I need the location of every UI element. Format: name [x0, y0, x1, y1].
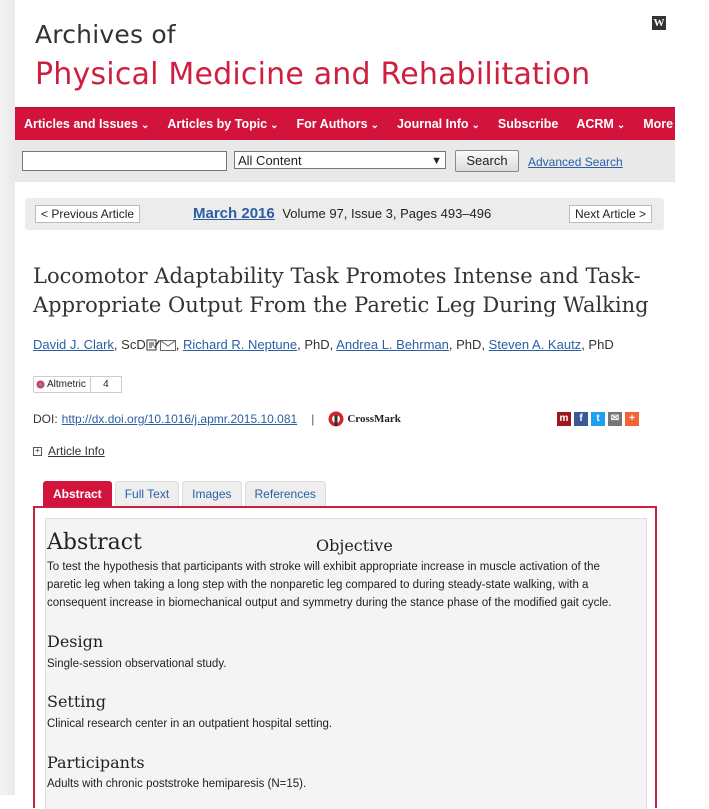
- chevron-down-icon: ▼: [431, 155, 442, 167]
- journal-title-line1: Archives of: [35, 20, 176, 49]
- nav-articles-by-topic[interactable]: Articles by Topic ⌄: [167, 117, 279, 131]
- publisher-logo-icon[interactable]: W: [653, 17, 665, 29]
- altmetric-score: 4: [90, 376, 122, 393]
- chevron-down-icon: ⌄: [140, 120, 150, 131]
- main-nav: [15, 107, 701, 141]
- doi-row: [33, 411, 401, 427]
- abstract-panel: [33, 506, 657, 808]
- chevron-down-icon: ⌄: [471, 120, 480, 131]
- advanced-search-link[interactable]: Advanced Search: [528, 155, 623, 169]
- article-title: Locomotor Adaptability Task Promotes Intense and Task-Appropriate Output From the Paretic Leg During Walking: [33, 264, 649, 317]
- search-input[interactable]: [22, 151, 227, 171]
- issue-citation: Volume 97, Issue 3, Pages 493–496: [282, 206, 492, 221]
- issue-date-link[interactable]: March 2016: [193, 205, 275, 222]
- participants-text: Adults with chronic poststroke hemiparesis (N=15).: [47, 778, 307, 790]
- nav-journal-info[interactable]: Journal Info ⌄: [396, 117, 480, 131]
- crossmark-icon: [328, 411, 344, 427]
- article-info-toggle[interactable]: [33, 444, 105, 458]
- altmetric-badge[interactable]: [33, 376, 122, 393]
- email-share-icon[interactable]: ✉: [608, 412, 622, 426]
- tab-full-text[interactable]: Full Text: [115, 481, 179, 506]
- correspondence-icon[interactable]: [146, 338, 160, 354]
- objective-heading: Objective: [316, 536, 393, 555]
- tab-references[interactable]: References: [245, 481, 326, 506]
- author-link[interactable]: Richard R. Neptune: [182, 337, 298, 352]
- facebook-icon[interactable]: f: [574, 412, 588, 426]
- chevron-down-icon: ⌄: [270, 120, 279, 131]
- search-button[interactable]: Search: [455, 150, 519, 172]
- issue-info: [193, 205, 491, 222]
- objective-text: To test the hypothesis that participants with stroke will exhibit appropriate increase in muscle activation of the paretic leg when taking a long step with the nonparetic leg compared to during steady-state walking, with a consequent increase in biomechanical output and symmetry during the stance phase of the modified gait cycle.: [47, 561, 612, 609]
- next-article-button[interactable]: Next Article >: [569, 205, 652, 223]
- chevron-down-icon: ⌄: [370, 120, 379, 131]
- search-scope-select[interactable]: [234, 151, 446, 169]
- email-icon[interactable]: [160, 339, 176, 354]
- design-heading: Design: [47, 632, 104, 651]
- content-tabs: [43, 481, 326, 506]
- chevron-down-icon: ⌄: [616, 120, 626, 131]
- nav-acrm[interactable]: ACRM ⌄: [576, 117, 626, 131]
- crossmark-button[interactable]: [328, 411, 401, 427]
- tab-images[interactable]: Images: [182, 481, 241, 506]
- journal-title-line2: Physical Medicine and Rehabilitation: [35, 57, 591, 92]
- setting-text: Clinical research center in an outpatient hospital setting.: [47, 718, 333, 730]
- divider: |: [311, 412, 315, 426]
- author-degree: PhD: [304, 337, 330, 352]
- abstract-content: [45, 518, 647, 809]
- share-buttons: [557, 412, 639, 426]
- abstract-heading: Abstract: [47, 530, 142, 555]
- author-list: David J. Clark, ScD , Richard R. Neptune, PhD, Andrea L. Behrman, PhD, Steven A. Kautz, PhD: [33, 337, 614, 352]
- doi-link[interactable]: http://dx.doi.org/10.1016/j.apmr.2015.10.081: [61, 412, 298, 426]
- participants-heading: Participants: [47, 753, 145, 772]
- previous-article-button[interactable]: < Previous Article: [35, 205, 140, 223]
- page: [15, 0, 701, 795]
- article-info-link[interactable]: Article Info: [48, 444, 105, 458]
- more-share-icon[interactable]: +: [625, 412, 639, 426]
- doi-label: DOI:: [33, 412, 58, 426]
- search-scope-value: All Content: [238, 153, 302, 168]
- altmetric-icon: [36, 380, 45, 389]
- nav-for-authors[interactable]: For Authors ⌄: [296, 117, 379, 131]
- page-gutter: [0, 0, 15, 795]
- search-bar: [15, 140, 675, 182]
- author-degree: PhD: [588, 337, 614, 352]
- altmetric-label: Altmetric: [47, 378, 86, 390]
- author-link[interactable]: Steven A. Kautz: [488, 337, 582, 352]
- nav-subscribe[interactable]: Subscribe: [497, 117, 559, 131]
- author-link[interactable]: David J. Clark: [33, 337, 114, 352]
- journal-masthead[interactable]: [35, 20, 590, 92]
- author-degree: PhD: [456, 337, 482, 352]
- twitter-icon[interactable]: t: [591, 412, 605, 426]
- setting-heading: Setting: [47, 692, 106, 711]
- altmetric-label-box: [33, 376, 90, 393]
- author-link[interactable]: Andrea L. Behrman: [336, 337, 449, 352]
- author-degree: ScD: [121, 337, 146, 352]
- expand-icon: +: [33, 447, 42, 456]
- nav-articles-and-issues[interactable]: Articles and Issues ⌄: [24, 117, 150, 131]
- nav-more-periodicals[interactable]: More Peri: [643, 117, 701, 131]
- tab-abstract[interactable]: Abstract: [43, 481, 112, 506]
- mendeley-icon[interactable]: m: [557, 412, 571, 426]
- crossmark-label: CrossMark: [347, 413, 401, 425]
- article-navigation: [25, 198, 664, 230]
- design-text: Single-session observational study.: [47, 658, 227, 670]
